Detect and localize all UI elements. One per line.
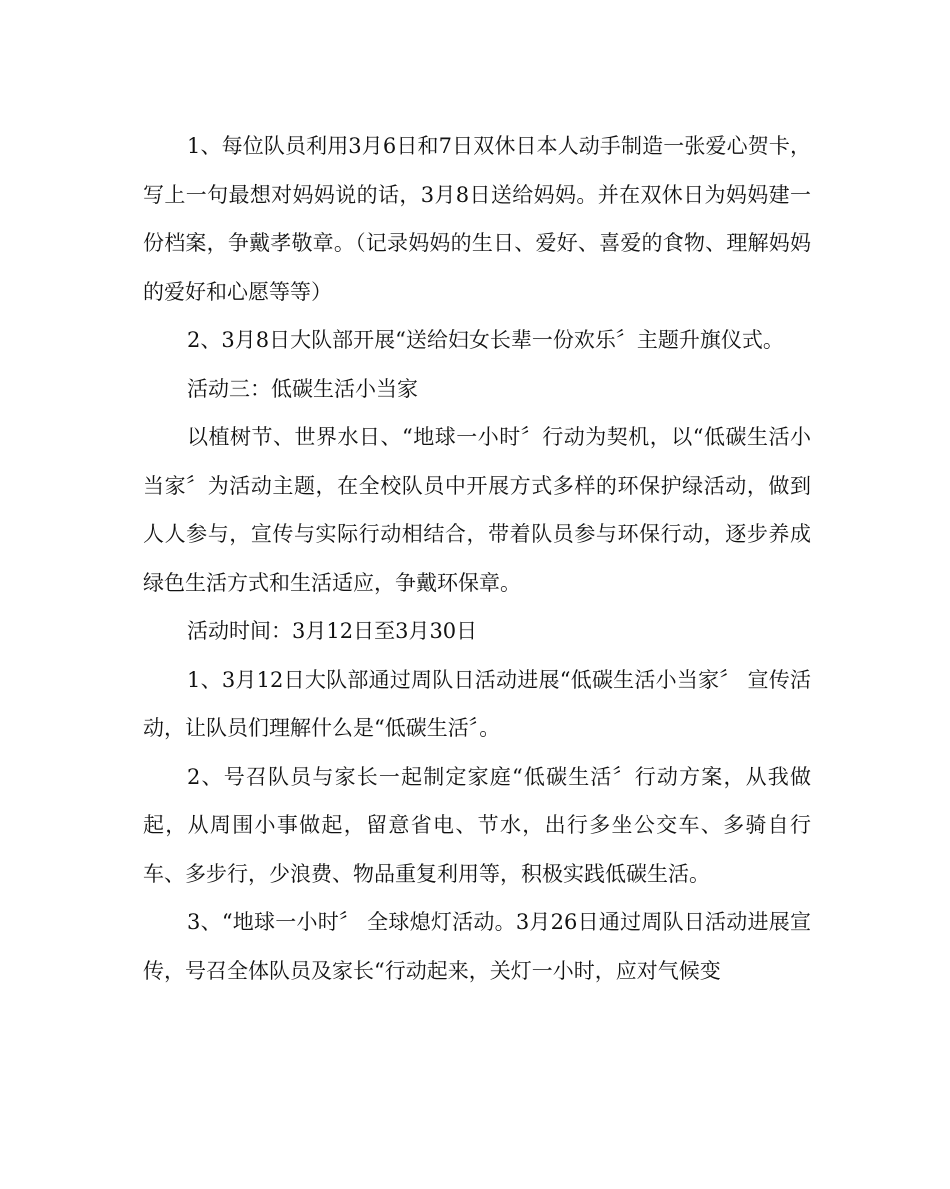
- section-heading-activity-three: 活动三：低碳生活小当家: [187, 376, 418, 401]
- paragraph-item-3: 3、“地球一小时〞 全球熄灯活动。3月26日通过周队日活动进展宣传，号召全体队员及家长“行动起来，关灯一小时，应对气候变: [143, 910, 811, 983]
- paragraph-item-1: 1、3月12日大队部通过周队日活动进展“低碳生活小当家〞 宣传活动，让队员们理解什么是“低碳生活〞。: [143, 667, 811, 740]
- document-body: [143, 122, 811, 995]
- activity-time: 活动时间：3月12日至3月30日: [187, 619, 478, 643]
- paragraph-card-activity: 1、每位队员利用3月6日和7日双休日本人动手制造一张爱心贺卡，写上一句最想对妈妈说的话，3月8日送给妈妈。并在双休日为妈妈建一份档案，争戴孝敬章。（记录妈妈的生日、爱好、喜爱的食物、理解妈妈的爱好和心愿等等）: [143, 134, 811, 304]
- paragraph-item-2: 2、号召队员与家长一起制定家庭“低碳生活〞行动方案，从我做起，从周围小事做起，留意省电、节水，出行多坐公交车、多骑自行车、多步行，少浪费、物品重复利用等，积极实践低碳生活。: [143, 764, 811, 886]
- paragraph-flag-ceremony: 2、3月8日大队部开展“送给妇女长辈一份欢乐〞主题升旗仪式。: [187, 328, 784, 352]
- paragraph-activity-intro: 以植树节、世界水日、“地球一小时〞行动为契机，以“低碳生活小当家〞为活动主题，在全校队员中开展方式多样的环保护绿活动，做到人人参与，宣传与实际行动相结合，带着队员参与环保行动，逐步养成绿色生活方式和生活适应，争戴环保章。: [143, 425, 811, 595]
